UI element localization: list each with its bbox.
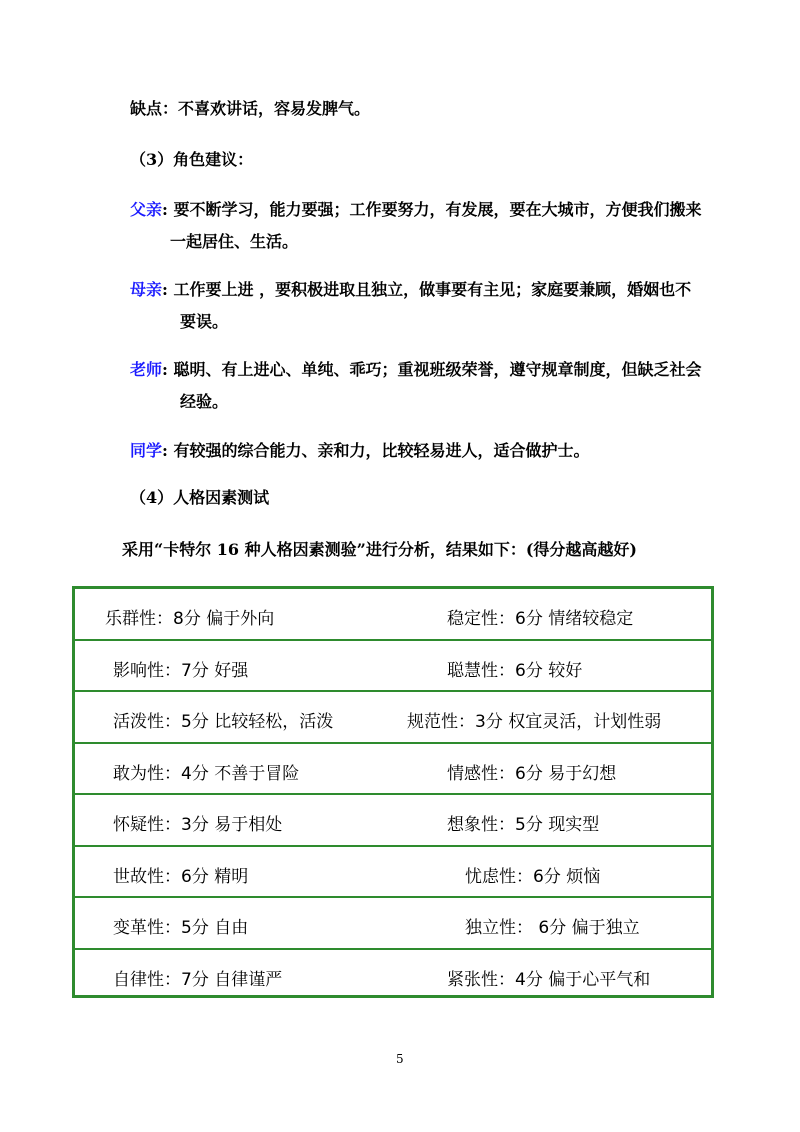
personality-test-heading: （4）人格因素测试 xyxy=(130,488,270,507)
factor-right: 独立性： 6分 偏于独立 xyxy=(465,918,640,938)
page-number: 5 xyxy=(396,1052,404,1066)
factor-left: 活泼性：5分 比较轻松，活泼 xyxy=(113,712,334,732)
role-text-father-2: 一起居住、生活。 xyxy=(170,232,299,251)
factor-right: 忧虑性：6分 烦恼 xyxy=(465,866,601,887)
factor-right: 情感性：6分 易于幻想 xyxy=(447,763,617,784)
factor-right: 稳定性：6分 情绪较稳定 xyxy=(447,609,634,629)
factor-left: 变革性：5分 自由 xyxy=(113,918,249,938)
table-row xyxy=(75,847,711,899)
shortcoming-text: 缺点：不喜欢讲话，容易发脾气。 xyxy=(130,99,371,118)
role-label-teacher: 老师 xyxy=(130,360,163,379)
role-classmate: 同学: 有较强的综合能力、亲和力，比较轻易进人，适合做护士。 xyxy=(130,441,590,460)
factor-right: 规范性：3分 权宜灵活，计划性弱 xyxy=(407,712,662,732)
table-row xyxy=(75,589,711,641)
table-row xyxy=(75,744,711,796)
table-row xyxy=(75,795,711,847)
factor-left: 影响性：7分 好强 xyxy=(113,660,249,681)
role-label-mother: 母亲 xyxy=(130,280,163,299)
role-text-teacher-1: 聪明、有上进心、单纯、乖巧；重视班级荣誉，遵守规章制度，但缺乏社会 xyxy=(173,360,702,379)
role-text-mother-2: 要误。 xyxy=(180,312,229,331)
table-row xyxy=(75,692,711,744)
table-row xyxy=(75,950,711,1002)
factor-table xyxy=(72,586,714,998)
role-text-mother-1: 工作要上进 ，要积极进取且独立，做事要有主见；家庭要兼顾，婚姻也不 xyxy=(173,280,692,299)
factor-right: 聪慧性：6分 较好 xyxy=(447,660,583,681)
role-label-classmate: 同学 xyxy=(130,441,163,460)
factor-left: 敢为性：4分 不善于冒险 xyxy=(113,763,300,784)
role-text-classmate-1: 有较强的综合能力、亲和力，比较轻易进人，适合做护士。 xyxy=(173,441,590,460)
role-suggestion-heading: （3）角色建议： xyxy=(130,150,254,169)
role-text-teacher-2: 经验。 xyxy=(180,392,229,411)
factor-left: 世故性：6分 精明 xyxy=(113,866,249,887)
role-mother: 母亲: 工作要上进 ，要积极进取且独立，做事要有主见；家庭要兼顾，婚姻也不 要误。 xyxy=(130,280,692,331)
test-intro: 采用“卡特尔 16 种人格因素测验”进行分析，结果如下：(得分越高越好) xyxy=(122,540,637,559)
role-father: 父亲: 要不断学习，能力要强；工作要努力，有发展，要在大城市，方便我们搬来 一起居住、生活。 xyxy=(130,200,702,251)
role-teacher: 老师: 聪明、有上进心、单纯、乖巧；重视班级荣誉，遵守规章制度，但缺乏社会 经验。 xyxy=(130,360,702,411)
factor-left: 自律性：7分 自律谨严 xyxy=(113,969,283,990)
factor-left: 怀疑性：3分 易于相处 xyxy=(113,815,283,835)
factor-right: 想象性：5分 现实型 xyxy=(447,815,600,835)
table-row xyxy=(75,898,711,950)
factor-left: 乐群性：8分 偏于外向 xyxy=(105,609,275,629)
table-row xyxy=(75,641,711,693)
role-label-father: 父亲 xyxy=(130,200,163,219)
role-text-father-1: 要不断学习，能力要强；工作要努力，有发展，要在大城市，方便我们搬来 xyxy=(173,200,702,219)
factor-right: 紧张性：4分 偏于心平气和 xyxy=(447,969,651,990)
